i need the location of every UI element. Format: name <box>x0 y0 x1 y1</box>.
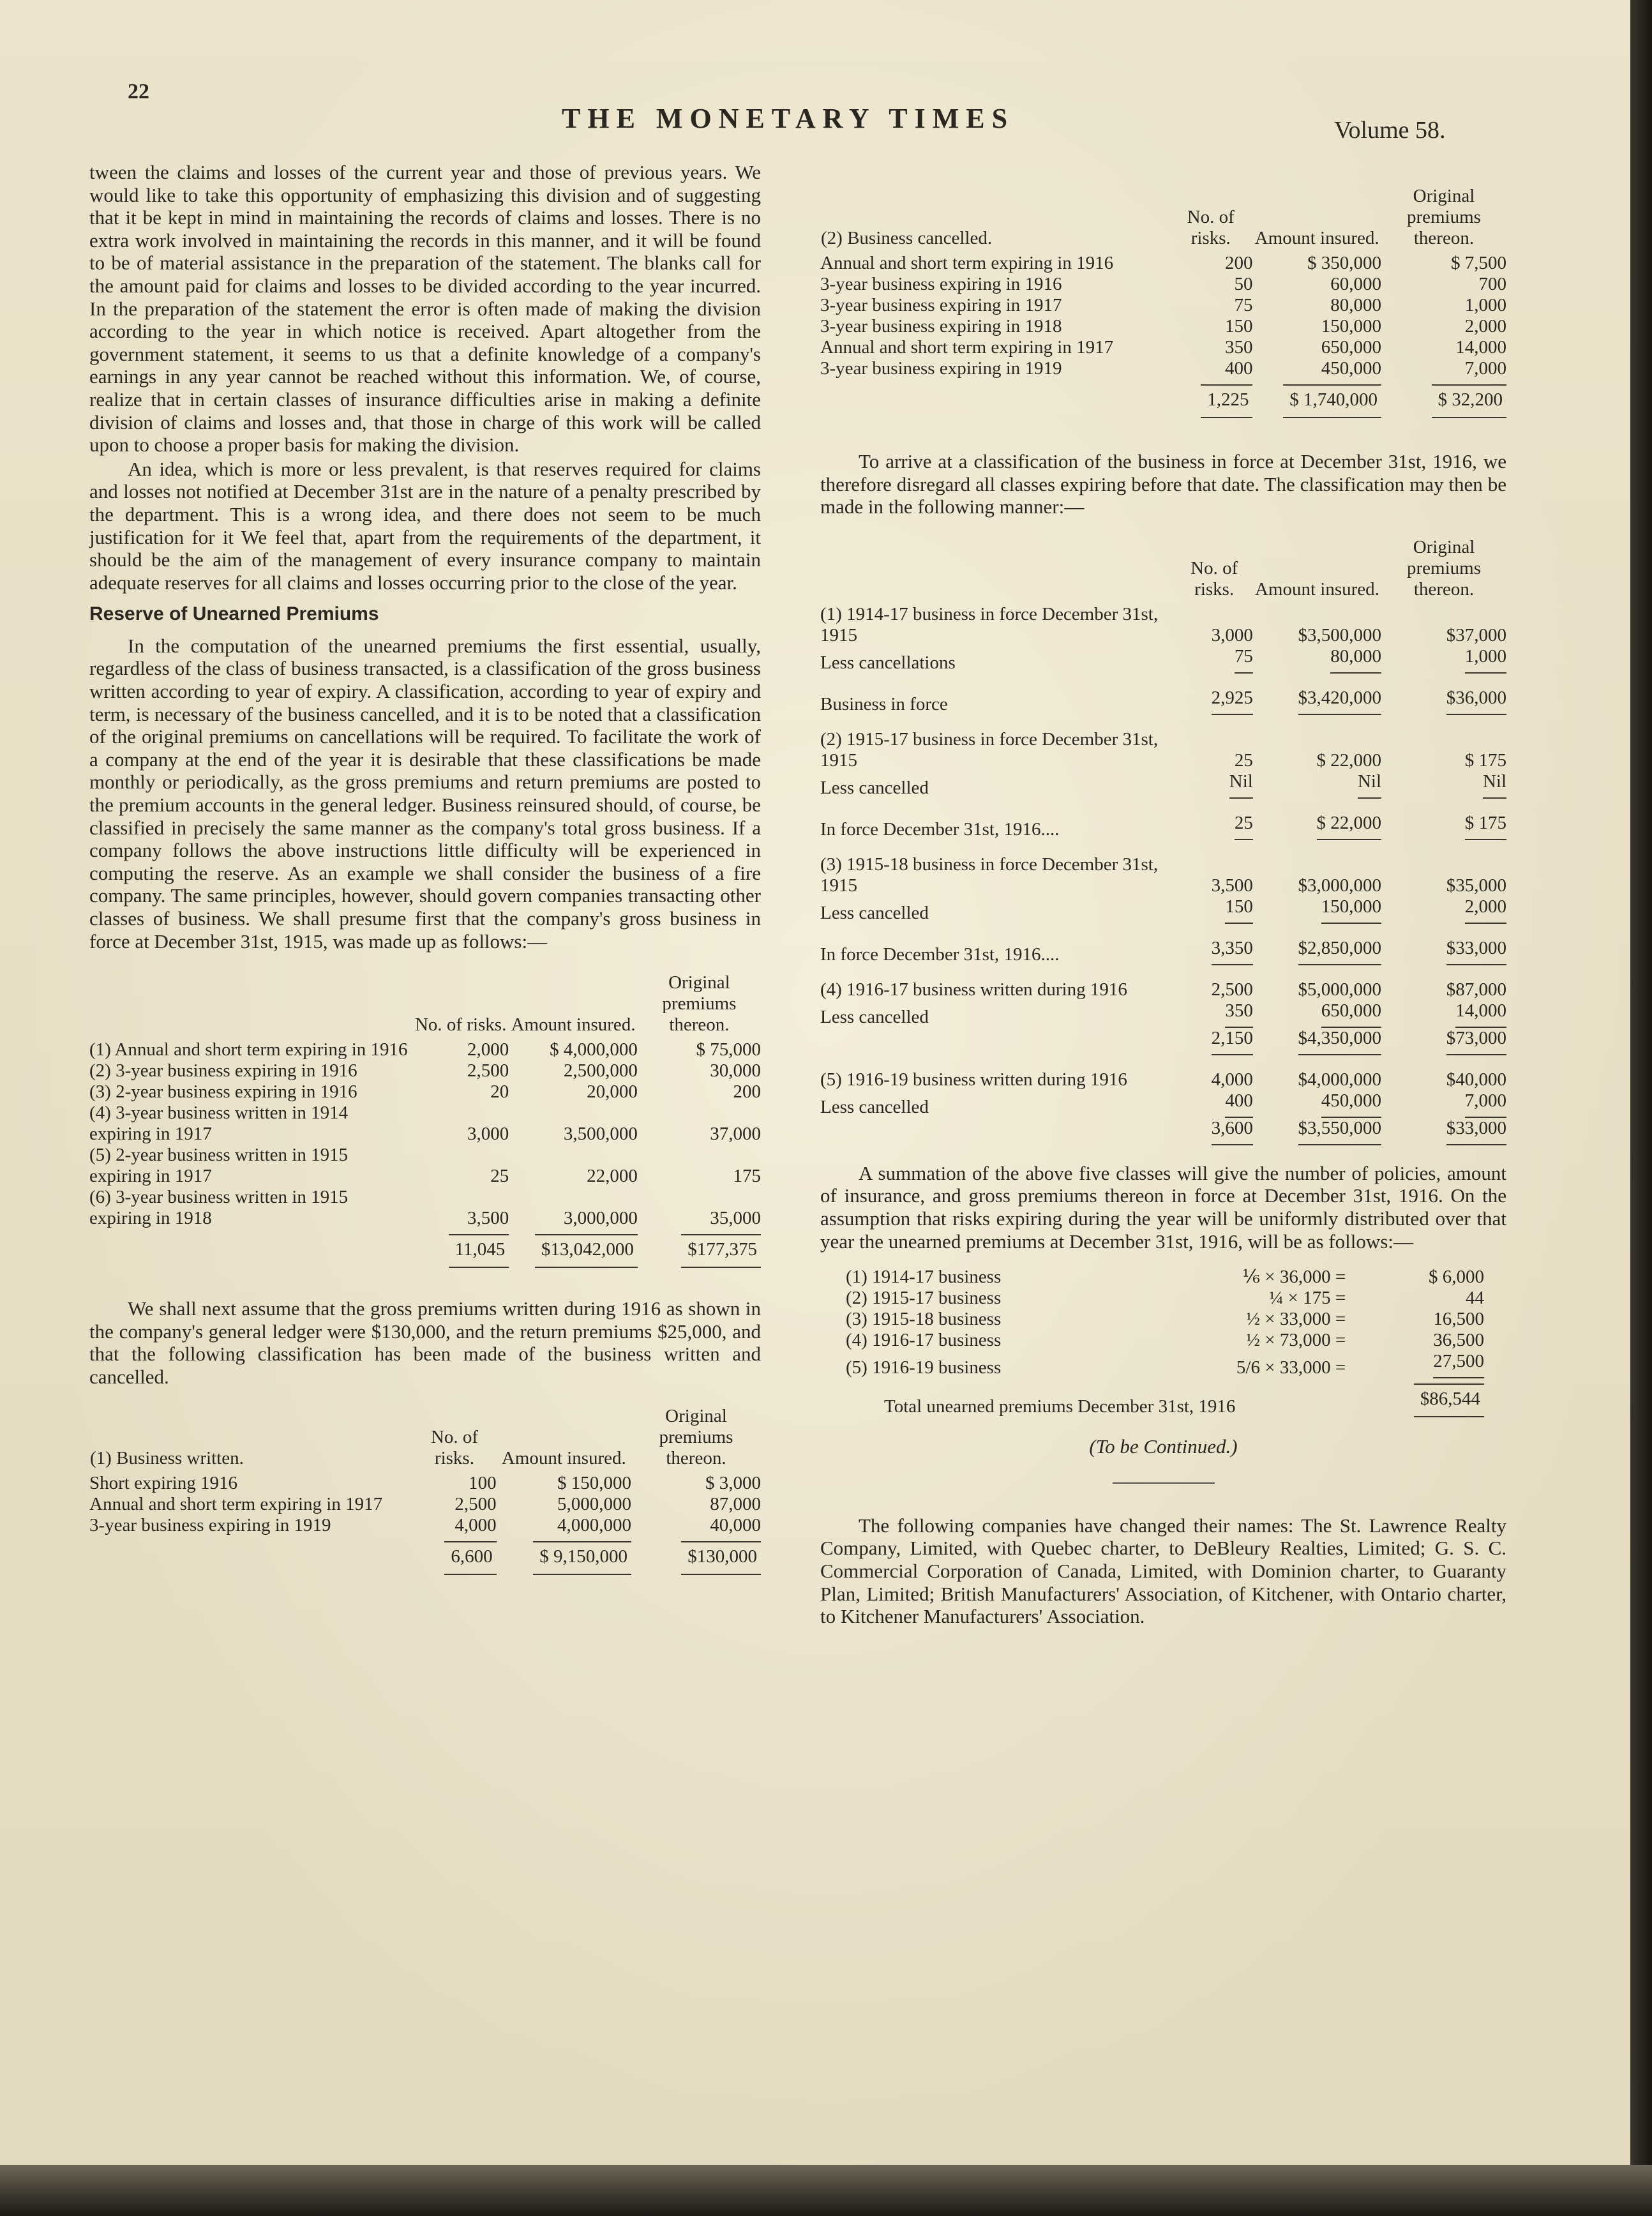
header-premiums: Original premiums thereon. <box>662 972 737 1036</box>
table-business-in-force <box>820 536 1506 1145</box>
table-row: Annual and short term expiring in 1917 350 650,000 14,000 <box>820 337 1506 358</box>
header-risks: No. of risks. <box>1187 207 1235 248</box>
header-amount: Amount insured. <box>511 1014 636 1036</box>
table-row: (5) 1916-19 business 5/6 × 33,000 = 27,500 <box>846 1351 1484 1378</box>
table-row: 3-year business expiring in 1918 150 150,000 2,000 <box>820 316 1506 336</box>
header-premiums: Original premiums thereon. <box>1406 186 1481 248</box>
continued-note: (To be Continued.) <box>1089 1435 1238 1458</box>
table-row: 3-year business expiring in 1919 4,000 4,000,000 40,000 <box>89 1514 761 1535</box>
table-gross-business-1915 <box>89 972 761 1268</box>
table-row: Annual and short term expiring in 1917 2,500 5,000,000 87,000 <box>89 1493 761 1514</box>
table-row: (1) Annual and short term expiring in 1916 2,000 $ 4,000,000 $ 75,000 <box>89 1039 761 1060</box>
paragraph-reserves: An idea, which is more or less prevalent, is that reserves required for claims and losses not notified at December 31st are in the nature of a penalty prescribed by the department. This is a wrong idea, and there does not seem to be much justification for it We feel that, apart from the requirements of the department, it should be the aim of the management of every insurance company to maintain adequate reserves for all claims and losses occurring prior to the close of the year. <box>89 457 761 594</box>
left-column <box>89 161 761 1575</box>
table-row: (1) 1914-17 business ⅙ × 36,000 = $ 6,000 <box>846 1267 1484 1288</box>
table-row: (3) 1915-18 business in force December 31st, 1915 3,500 $3,000,000 $35,000 <box>820 854 1506 896</box>
table-row: (2) 1915-17 business ¼ × 175 = 44 <box>846 1288 1484 1309</box>
table-row: (3) 2-year business expiring in 1916 20 20,000 200 <box>89 1082 761 1103</box>
table-total-row: Total unearned premiums December 31st, 1916 $86,544 <box>846 1378 1484 1417</box>
table-total-row: 11,045 $13,042,000 $177,375 <box>89 1229 761 1268</box>
table-row: Less cancelled Nil Nil Nil <box>820 771 1506 798</box>
table-row: 3-year business expiring in 1916 50 60,000 700 <box>820 274 1506 294</box>
table-row: Less cancelled 150 150,000 2,000 <box>820 896 1506 923</box>
masthead-title: THE MONETARY TIMES <box>562 103 1015 134</box>
table-row: Less cancelled 400 450,000 7,000 <box>820 1090 1506 1117</box>
table-row: In force December 31st, 1916.... 3,350 $2,850,000 $33,000 <box>820 937 1506 965</box>
table-row: (3) 1915-18 business ½ × 33,000 = 16,500 <box>846 1309 1484 1330</box>
table-row: (4) 1916-17 business written during 1916 2,500 $5,000,000 $87,000 <box>820 979 1506 1000</box>
paragraph-classification: To arrive at a classification of the business in force at December 31st, 1916, we therefore disregard all classes expiring before that date. The classification may then be made in the following manner:— <box>820 450 1506 518</box>
paragraph-claims: tween the claims and losses of the current year and those of previous years. We would like to take this opportunity of emphasizing this division and of suggesting that it be kept in mind in maintaining the records of claims and losses. There is no extra work involved in maintaining the records in this manner, and it will be found to be of material assistance in the preparation of the statement. The blanks call for the amount paid for claims and losses to be divided according to the year incurred. In the preparation of the statement the error is often made of making the division according to the year in which notice is received. Apart altogether from the government statement, it seems to us that a definite knowledge of a company's earnings in any year cannot be reached without this information. We, of course, realize that in certain classes of insurance difficulties arise in making a definite division of claims and losses and, that those in charge of this work will be called upon to choose a proper basis for making the division. <box>89 161 761 456</box>
header-premiums: Original premiums thereon. <box>659 1405 733 1468</box>
table-row: (2) 3-year business expiring in 1916 2,500 2,500,000 30,000 <box>89 1060 761 1082</box>
table-row: (6) 3-year business written in 1915 expiring in 1918 3,500 3,000,000 35,000 <box>89 1187 761 1229</box>
table-row: In force December 31st, 1916.... 25 $ 22,000 $ 175 <box>820 812 1506 840</box>
volume-label: Volume 58. <box>1334 117 1446 144</box>
table-row: (5) 2-year business written in 1915 expiring in 1917 25 22,000 175 <box>89 1145 761 1187</box>
header-risks: No. of risks. <box>430 1426 478 1468</box>
table-unearned-premiums <box>846 1267 1484 1417</box>
header-amount: Amount insured. <box>501 1447 626 1468</box>
table-row: Less cancellations 75 80,000 1,000 <box>820 645 1506 673</box>
header-amount: Amount insured. <box>1254 228 1379 248</box>
header-risks: No. of risks. <box>414 1014 507 1036</box>
table-row: Short expiring 1916 100 $ 150,000 $ 3,000 <box>89 1472 761 1493</box>
table-row: (1) 1914-17 business in force December 31st, 1915 3,000 $3,500,000 $37,000 <box>820 603 1506 645</box>
paragraph-summation: A summation of the above five classes will give the number of policies, amount of insurance, and gross premiums thereon in force at December 31st, 1916. On the assumption that risks expiring during the year will be uniformly distributed over that year the unearned premiums at December 31st, 1916, will be as follows:— <box>820 1161 1506 1253</box>
page-bottom-shadow <box>0 2165 1652 2216</box>
header-premiums: Original premiums thereon. <box>1407 536 1482 599</box>
table-row: (4) 1916-17 business ½ × 73,000 = 36,500 <box>846 1330 1484 1351</box>
divider <box>1113 1482 1215 1484</box>
paragraph-premiums-written: We shall next assume that the gross premiums written during 1916 as shown in the company's general ledger were $130,000, and the return premiums $25,000, and that the following classification has been made of the business written and cancelled. <box>89 1297 761 1388</box>
page-number: 22 <box>128 80 149 103</box>
table-business-written <box>89 1405 761 1575</box>
table-row: Business in force 2,925 $3,420,000 $36,000 <box>820 687 1506 714</box>
section-heading: Reserve of Unearned Premiums <box>89 603 379 625</box>
table-row: 3,600 $3,550,000 $33,000 <box>820 1118 1506 1145</box>
header-amount: Amount insured. <box>1254 578 1379 599</box>
table-title: (2) Business cancelled. <box>821 228 993 248</box>
table-business-cancelled <box>820 185 1506 418</box>
table-row: 2,150 $4,350,000 $73,000 <box>820 1028 1506 1055</box>
table-total-row: 1,225 $ 1,740,000 $ 32,200 <box>820 379 1506 418</box>
table-row: (5) 1916-19 business written during 1916 4,000 $4,000,000 $40,000 <box>820 1069 1506 1090</box>
header-risks: No. of risks. <box>1190 557 1238 599</box>
paragraph-computation: In the computation of the unearned premiums the first essential, usually, regardless of the class of business transacted, is a classification of the gross business written according to year of expiry. A classification, according to year of expiry and term, is necessary of the business cancelled, and it is to be noted that a classification of the original premiums on cancellations will be required. To facilitate the work of a company at the end of the year it is desirable that these classifications be made monthly or periodically, as the gross premiums and return premiums are posted to the premium accounts in the general ledger. Business reinsured should, of course, be classified in precisely the same manner as the company's total gross business. If a company follows the above instructions little difficulty will be experienced in computing the reserve. As an example we shall consider the business of a fire company. The same principles, however, should govern companies transacting other classes of business. We shall presume first that the company's gross business in force at December 31st, 1915, was made up as follows:— <box>89 634 761 953</box>
table-row: 3-year business expiring in 1919 400 450,000 7,000 <box>820 358 1506 379</box>
paragraph-name-changes: The following companies have changed their names: The St. Lawrence Realty Company, Limited, with Quebec charter, to DeBleury Realties, Limited; G. S. C. Commercial Corporation of Canada, Limited, with Dominion charter, to Guaranty Plan, Limited; British Manufacturers' Association, of Kitchener, with Ontario charter, to Kitchener Manufacturers' Association. <box>820 1514 1506 1628</box>
table-row: Less cancelled 350 650,000 14,000 <box>820 1000 1506 1027</box>
table-row: (2) 1915-17 business in force December 31st, 1915 25 $ 22,000 $ 175 <box>820 728 1506 771</box>
table-row: (4) 3-year business written in 1914 expiring in 1917 3,000 3,500,000 37,000 <box>89 1103 761 1145</box>
table-row: 3-year business expiring in 1917 75 80,000 1,000 <box>820 295 1506 315</box>
table-title: (1) Business written. <box>90 1447 244 1468</box>
table-total-row: 6,600 $ 9,150,000 $130,000 <box>89 1536 761 1575</box>
table-row: Annual and short term expiring in 1916 200 $ 350,000 $ 7,500 <box>820 253 1506 273</box>
page-edge-shadow <box>1630 0 1652 2216</box>
right-column <box>820 185 1506 1628</box>
